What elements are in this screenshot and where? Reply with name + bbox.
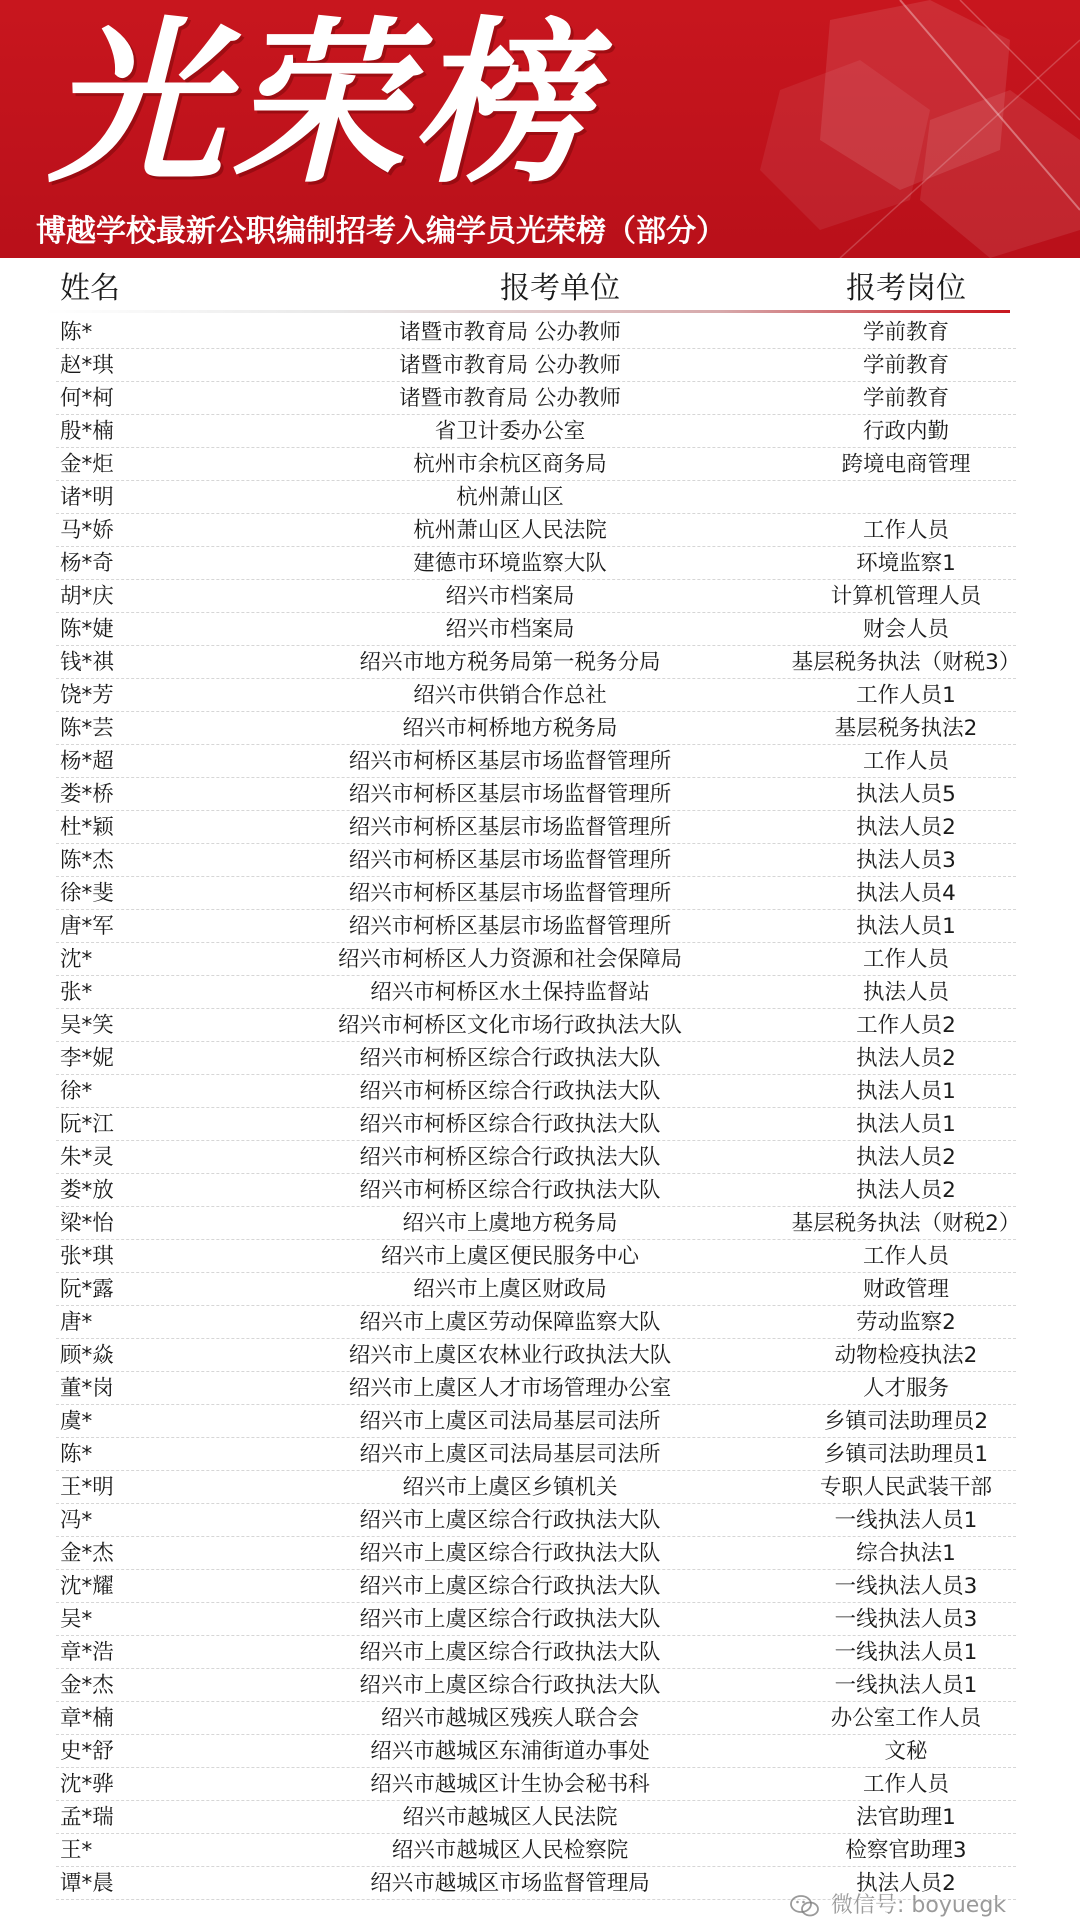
table-row — [0, 1834, 1080, 1867]
cell-name: 杨*奇 — [60, 551, 114, 576]
banner-title: 光荣榜 — [48, 0, 595, 207]
cell-post: 工作人员2 — [856, 1013, 956, 1038]
header-unit: 报考单位 — [500, 271, 620, 306]
cell-post: 乡镇司法助理员1 — [823, 1442, 989, 1467]
table-row — [0, 745, 1080, 778]
cell-post: 执法人员2 — [856, 1178, 956, 1203]
table-row — [0, 1207, 1080, 1240]
table-row — [0, 976, 1080, 1009]
cell-name: 张*琪 — [60, 1244, 114, 1269]
cell-unit: 绍兴市上虞区综合行政执法大队 — [359, 1508, 661, 1533]
cell-unit: 绍兴市越城区东浦街道办事处 — [370, 1739, 650, 1764]
cell-name: 沈*耀 — [60, 1574, 114, 1599]
cell-unit: 绍兴市柯桥区人力资源和社会保障局 — [337, 947, 682, 972]
cell-unit: 绍兴市柯桥区基层市场监督管理所 — [348, 782, 672, 807]
cell-unit: 绍兴市上虞区综合行政执法大队 — [359, 1574, 661, 1599]
cell-name: 李*妮 — [60, 1046, 114, 1071]
cell-unit: 诸暨市教育局 公办教师 — [399, 386, 621, 411]
cell-post: 一线执法人员1 — [834, 1508, 978, 1533]
cell-unit: 杭州萧山区人民法院 — [413, 518, 607, 543]
table-row — [0, 1570, 1080, 1603]
cell-unit: 建德市环境监察大队 — [413, 551, 607, 576]
cell-unit: 绍兴市柯桥地方税务局 — [402, 716, 618, 741]
table-row — [0, 646, 1080, 679]
cell-name: 何*柯 — [60, 386, 114, 411]
cell-post: 乡镇司法助理员2 — [823, 1409, 989, 1434]
cell-unit: 绍兴市上虞区司法局基层司法所 — [359, 1409, 661, 1434]
cell-unit: 杭州市余杭区商务局 — [413, 452, 607, 477]
cell-unit: 诸暨市教育局 公办教师 — [399, 353, 621, 378]
watermark-label: 微信号: boyuegk — [831, 1893, 1007, 1918]
table-row — [0, 1306, 1080, 1339]
cell-post: 执法人员2 — [856, 1871, 956, 1896]
cell-unit: 绍兴市上虞区便民服务中心 — [380, 1244, 639, 1269]
table-row — [0, 1537, 1080, 1570]
cell-name: 赵*琪 — [60, 353, 114, 378]
table-row — [0, 679, 1080, 712]
cell-unit: 绍兴市上虞区财政局 — [413, 1277, 607, 1302]
table-row — [0, 1669, 1080, 1702]
table-row — [0, 1009, 1080, 1042]
cell-post: 财会人员 — [862, 617, 949, 642]
cell-name: 沈* — [60, 947, 93, 972]
cell-name: 诸*明 — [60, 485, 114, 510]
cell-unit: 绍兴市上虞区综合行政执法大队 — [359, 1640, 661, 1665]
cell-unit: 绍兴市越城区计生协会秘书科 — [370, 1772, 650, 1797]
table-row — [0, 316, 1080, 349]
cell-post: 法官助理1 — [856, 1805, 956, 1830]
cell-name: 谭*晨 — [60, 1871, 114, 1896]
cell-unit: 绍兴市供销合作总社 — [413, 683, 607, 708]
wechat-icon — [790, 1894, 820, 1918]
banner — [0, 0, 1080, 258]
cell-name: 王*明 — [60, 1475, 114, 1500]
cell-unit: 绍兴市地方税务局第一税务分局 — [359, 650, 661, 675]
table-row — [0, 1372, 1080, 1405]
cell-unit: 绍兴市上虞区劳动保障监察大队 — [359, 1310, 661, 1335]
table-row — [0, 514, 1080, 547]
cell-name: 金*杰 — [60, 1673, 114, 1698]
cell-name: 殷*楠 — [60, 419, 114, 444]
cell-name: 孟*瑞 — [60, 1805, 114, 1830]
table-row — [0, 1504, 1080, 1537]
cell-name: 陈*杰 — [60, 848, 114, 873]
cell-post: 人才服务 — [862, 1376, 949, 1401]
cell-unit: 绍兴市越城区人民检察院 — [391, 1838, 629, 1863]
table-row — [0, 415, 1080, 448]
cell-post: 检察官助理3 — [845, 1838, 967, 1863]
cell-name: 史*舒 — [60, 1739, 114, 1764]
table-row — [0, 1108, 1080, 1141]
cell-name: 陈* — [60, 1442, 93, 1467]
cell-name: 陈*芸 — [60, 716, 114, 741]
cell-post: 工作人员 — [862, 947, 949, 972]
cell-post: 执法人员5 — [856, 782, 956, 807]
table-row — [0, 1801, 1080, 1834]
cell-unit: 杭州萧山区 — [456, 485, 564, 510]
cell-name: 阮*江 — [60, 1112, 114, 1137]
cell-name: 顾*焱 — [60, 1343, 114, 1368]
cell-name: 娄*放 — [60, 1178, 114, 1203]
cell-post: 执法人员1 — [856, 914, 956, 939]
cell-unit: 绍兴市上虞区综合行政执法大队 — [359, 1607, 661, 1632]
cell-name: 沈*骅 — [60, 1772, 114, 1797]
cell-name: 章*楠 — [60, 1706, 114, 1731]
cell-unit: 绍兴市柯桥区综合行政执法大队 — [359, 1178, 661, 1203]
table-body — [0, 316, 1080, 1900]
table-row — [0, 382, 1080, 415]
cell-post: 工作人员 — [862, 1772, 949, 1797]
table-header — [0, 266, 1080, 312]
cell-post: 学前教育 — [862, 320, 949, 345]
table-row — [0, 1702, 1080, 1735]
cell-post: 执法人员2 — [856, 1046, 956, 1071]
cell-unit: 省卫计委办公室 — [434, 419, 586, 444]
cell-name: 吴* — [60, 1607, 93, 1632]
cell-name: 金*杰 — [60, 1541, 114, 1566]
cell-post: 执法人员4 — [856, 881, 956, 906]
table-row — [0, 580, 1080, 613]
cell-name: 虞* — [60, 1409, 93, 1434]
cell-post: 动物检疫执法2 — [834, 1343, 978, 1368]
cell-post: 执法人员1 — [856, 1112, 956, 1137]
cell-post: 计算机管理人员 — [830, 584, 982, 609]
table-row — [0, 613, 1080, 646]
cell-name: 唐*军 — [60, 914, 114, 939]
table-row — [0, 1768, 1080, 1801]
cell-name: 吴*笑 — [60, 1013, 114, 1038]
cell-post: 一线执法人员3 — [834, 1607, 978, 1632]
cell-name: 钱*祺 — [60, 650, 114, 675]
cell-unit: 绍兴市越城区人民法院 — [402, 1805, 618, 1830]
table-row — [0, 1405, 1080, 1438]
table-row — [0, 778, 1080, 811]
cell-post: 工作人员1 — [856, 683, 956, 708]
table-row — [0, 1735, 1080, 1768]
table-row — [0, 1438, 1080, 1471]
table-row — [0, 1636, 1080, 1669]
cell-post: 工作人员 — [862, 1244, 949, 1269]
wechat-watermark — [790, 1892, 1006, 1920]
cell-unit: 绍兴市上虞区人才市场管理办公室 — [348, 1376, 672, 1401]
table-row — [0, 1240, 1080, 1273]
table-row — [0, 877, 1080, 910]
cell-post: 学前教育 — [862, 353, 949, 378]
table-row — [0, 448, 1080, 481]
cell-post: 工作人员 — [862, 749, 949, 774]
cell-name: 陈*婕 — [60, 617, 114, 642]
cell-unit: 诸暨市教育局 公办教师 — [399, 320, 621, 345]
cell-name: 陈* — [60, 320, 93, 345]
cell-unit: 绍兴市柯桥区综合行政执法大队 — [359, 1079, 661, 1104]
cell-post: 跨境电商管理 — [841, 452, 971, 477]
cell-unit: 绍兴市上虞区综合行政执法大队 — [359, 1673, 661, 1698]
cell-name: 徐*斐 — [60, 881, 114, 906]
table-row — [0, 349, 1080, 382]
table-row — [0, 547, 1080, 580]
table-row — [0, 910, 1080, 943]
cell-unit: 绍兴市档案局 — [445, 584, 575, 609]
cell-name: 唐* — [60, 1310, 93, 1335]
cell-name: 梁*怡 — [60, 1211, 114, 1236]
cell-unit: 绍兴市柯桥区基层市场监督管理所 — [348, 815, 672, 840]
cell-post: 行政内勤 — [862, 419, 949, 444]
banner-subtitle: 博越学校最新公职编制招考入编学员光荣榜（部分） — [36, 214, 726, 249]
cell-name: 冯* — [60, 1508, 93, 1533]
header-name: 姓名 — [60, 271, 120, 306]
cell-unit: 绍兴市越城区市场监督管理局 — [370, 1871, 650, 1896]
cell-unit: 绍兴市柯桥区基层市场监督管理所 — [348, 848, 672, 873]
cell-post: 一线执法人员3 — [834, 1574, 978, 1599]
cell-post: 执法人员2 — [856, 1145, 956, 1170]
cell-unit: 绍兴市上虞区乡镇机关 — [402, 1475, 618, 1500]
cell-name: 胡*庆 — [60, 584, 114, 609]
table-row — [0, 1075, 1080, 1108]
cell-name: 朱*灵 — [60, 1145, 114, 1170]
cell-unit: 绍兴市上虞地方税务局 — [402, 1211, 618, 1236]
cell-unit: 绍兴市柯桥区基层市场监督管理所 — [348, 749, 672, 774]
cell-unit: 绍兴市柯桥区综合行政执法大队 — [359, 1046, 661, 1071]
cell-unit: 绍兴市档案局 — [445, 617, 575, 642]
cell-post: 办公室工作人员 — [830, 1706, 982, 1731]
cell-unit: 绍兴市上虞区综合行政执法大队 — [359, 1541, 661, 1566]
cell-unit: 绍兴市柯桥区综合行政执法大队 — [359, 1145, 661, 1170]
cell-name: 董*岗 — [60, 1376, 114, 1401]
cell-name: 阮*露 — [60, 1277, 114, 1302]
cell-unit: 绍兴市上虞区农林业行政执法大队 — [348, 1343, 672, 1368]
cell-post: 综合执法1 — [856, 1541, 956, 1566]
cell-name: 章*浩 — [60, 1640, 114, 1665]
table-row — [0, 1339, 1080, 1372]
table-row — [0, 844, 1080, 877]
cell-post: 执法人员2 — [856, 815, 956, 840]
table-row — [0, 1174, 1080, 1207]
table-row — [0, 1042, 1080, 1075]
cell-post: 文秘 — [884, 1739, 928, 1764]
cell-post: 基层税务执法2 — [834, 716, 978, 741]
table-row — [0, 1603, 1080, 1636]
cell-post: 劳动监察2 — [856, 1310, 956, 1335]
cell-post: 工作人员 — [862, 518, 949, 543]
table-row — [0, 712, 1080, 745]
cell-post: 执法人员 — [862, 980, 949, 1005]
cell-name: 杨*超 — [60, 749, 114, 774]
cell-post: 基层税务执法（财税2） — [791, 1211, 1021, 1236]
cell-post: 一线执法人员1 — [834, 1673, 978, 1698]
cell-name: 张* — [60, 980, 93, 1005]
cell-name: 杜*颖 — [60, 815, 114, 840]
table-row — [0, 943, 1080, 976]
table-row — [0, 1141, 1080, 1174]
cell-unit: 绍兴市柯桥区水土保持监督站 — [370, 980, 650, 1005]
cell-unit: 绍兴市越城区残疾人联合会 — [380, 1706, 639, 1731]
header-divider — [44, 310, 1010, 313]
cell-post: 执法人员1 — [856, 1079, 956, 1104]
table-row — [0, 1471, 1080, 1504]
table-row — [0, 481, 1080, 514]
cell-unit: 绍兴市柯桥区文化市场行政执法大队 — [337, 1013, 682, 1038]
cell-post: 基层税务执法（财税3） — [791, 650, 1021, 675]
cell-name: 饶*芳 — [60, 683, 114, 708]
cell-unit: 绍兴市上虞区司法局基层司法所 — [359, 1442, 661, 1467]
cell-name: 徐* — [60, 1079, 93, 1104]
cell-unit: 绍兴市柯桥区综合行政执法大队 — [359, 1112, 661, 1137]
cell-post: 财政管理 — [862, 1277, 949, 1302]
table-row — [0, 811, 1080, 844]
cell-name: 王* — [60, 1838, 93, 1863]
cell-post: 执法人员3 — [856, 848, 956, 873]
cell-post: 专职人民武装干部 — [819, 1475, 992, 1500]
cell-post: 学前教育 — [862, 386, 949, 411]
cell-name: 马*娇 — [60, 518, 114, 543]
cell-unit: 绍兴市柯桥区基层市场监督管理所 — [348, 881, 672, 906]
cell-name: 娄*桥 — [60, 782, 114, 807]
cell-post: 一线执法人员1 — [834, 1640, 978, 1665]
cell-name: 金*炬 — [60, 452, 114, 477]
header-post: 报考岗位 — [846, 271, 966, 306]
cell-post: 环境监察1 — [856, 551, 956, 576]
cell-unit: 绍兴市柯桥区基层市场监督管理所 — [348, 914, 672, 939]
table-row — [0, 1273, 1080, 1306]
